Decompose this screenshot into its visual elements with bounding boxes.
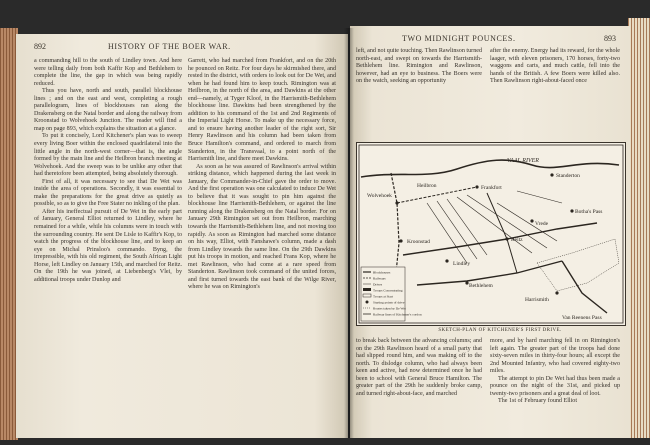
map-caption: SKETCH-PLAN OF KITCHENER'S FIRST DRIVE. bbox=[438, 328, 562, 333]
right-page-edges bbox=[628, 18, 650, 438]
paragraph: after the enemy. Energy had its reward, for the whole laager, with eleven prisoners, 170 horses, forty-two waggons and carts, and much cattle, fell into the hands of the British. A few Boers were killed also. Then Rawlinson right-about-faced once bbox=[490, 48, 620, 85]
river-label: VAAL RIVER bbox=[507, 158, 539, 164]
place-standerton: Standerton bbox=[556, 173, 580, 179]
place-lindley: Lindley bbox=[453, 261, 471, 267]
left-folio: 892 bbox=[34, 42, 46, 51]
place-heilbron: Heilbron bbox=[417, 183, 437, 189]
paragraph: Garrett, who had marched from Frankfort, and on the 20th he pounced on Reitz. For four days he skirmished there, and rested in the district, with orders to look out for De Wet, and when he had found him to keep touch. Rimington was at Heilbron, in the north of the area, and Dawkins at the other end—namely, at Tyger Kloof, in the Harrismith-Bethlehem blockhouse line. Dawkins had been strengthened by the addition to his command of the 1st and 2nd Regiments of the Imperial Light Horse. To make up the necessary force, and to ensure having another leader of the right sort, Sir Henry Rawlinson and his column had been taken from Bruce Hamilton's command, and ordered to march from Standerton, in the Transvaal, to a point north of the Harrismith line, and there meet Dawkins. bbox=[188, 58, 336, 163]
sketch-map bbox=[356, 142, 626, 326]
left-running-head: HISTORY OF THE BOER WAR. bbox=[108, 42, 231, 51]
paragraph: As soon as he was assured of Rawlinson's arrival within striking distance, which happened during the last week in January, the Commander-in-Chief gave the order to move. And the first operation was one calculated to induce De Wet to believe that it was sought to pin him against the blockhouse line Harrismith-Bethlehem, or against the line running along the Drakensberg on the Natal border. For on January 29th Rimington set out from Heilbron, marching towards the Harrismith-Bethlehem line, and not moving too rapidly. As soon as Rimington had marched some distance on his way, Elliot, with Fanshawe's column, made a dash from Lindley towards the same line. On the 29th Dawkins put his troops in motion, and reached Frans Kop, where he met Rawlinson, who had come at a rare speed from Standerton. Rawlinson took command of the united forces, and first turned towards the east bank of the Wilge River, where he was on Rimington's bbox=[188, 163, 336, 291]
legend-item: Starting points of drive bbox=[373, 300, 405, 305]
right-bottom-column-2 bbox=[490, 338, 620, 406]
paragraph: Thus you have, north and south, parallel blockhouse lines ; and on the east and west, completing a rough parallelogram, lines of blockhouses ran along the Drakensberg on the Natal border and along the railway from Kroonstad to Wolvehoek Junction. The reader will find a map on page 893, which explains the situation at a glance. bbox=[34, 88, 182, 132]
paragraph: to break back between the advancing columns; and on the 29th Rawlinson heard of a small party that had slipped round him, and was making off to the north. To dislodge column, who had always been keen and active, had now determined once he had been to school with General Bruce Hamilton. The greater part of the 29th he suddenly broke camp, and turned right-about-face, and marched bbox=[356, 338, 482, 397]
place-wolvehoek: Wolvehoek bbox=[367, 193, 392, 199]
right-running-head: TWO MIDNIGHT POUNCES. bbox=[402, 34, 516, 43]
place-kroonstad: Kroonstad bbox=[407, 239, 430, 245]
legend-item: Drives bbox=[373, 282, 383, 287]
paragraph: a commanding hill to the south of Lindley town. And here were telling daily from both Kaffir Kop and Bethlehem to complete the line, the gap in which was being rapidly reduced. bbox=[34, 58, 182, 87]
left-column-1 bbox=[34, 58, 182, 284]
place-harrismith: Harrismith bbox=[525, 297, 549, 303]
paragraph: left, and not quite touching. Then Rawlinson turned north-east, and swept on towards the Harrismith-Bethlehem line. Rimington and Rawlinson, however, had an eye to business. The Boers were on the watch, seeking an opportunity bbox=[356, 48, 482, 85]
paragraph: To put it concisely, Lord Kitchener's plan was to sweep every living Boer within the enclosed quadrilateral into the little angle in the north-west corner—that is, the angle formed by the main line and the Heilbron branch meeting at Wolvehoek. And the sweep was to be unlike any other that had theretofore been attempted, being absolutely thorough. bbox=[34, 133, 182, 178]
place-frankfort: Frankfort bbox=[481, 185, 502, 191]
left-column-2 bbox=[188, 58, 336, 292]
map-drawing bbox=[357, 143, 625, 325]
place-botha: Botha's Pass bbox=[575, 209, 603, 215]
legend-item: Railways bbox=[373, 276, 386, 281]
legend-item: Troops Concentrating bbox=[373, 288, 403, 293]
right-bottom-column-1 bbox=[356, 338, 482, 398]
book-gutter bbox=[344, 28, 354, 438]
place-vrede: Vrede bbox=[535, 221, 549, 227]
legend-item: Blockhouses bbox=[373, 270, 391, 275]
right-top-column-1 bbox=[356, 48, 482, 86]
paragraph: The 1st of February found Elliot bbox=[498, 398, 578, 405]
place-van-reenens: Van Reenens Pass bbox=[562, 315, 602, 321]
paragraph: First of all, it was necessary to see that De Wet was inside the area of operations. Secondly, it was essential to make the preparations for the great drive as quietly as possible, so as to give the Free Stater no inkling of the plan. bbox=[34, 178, 182, 208]
place-reitz: Reitz bbox=[511, 237, 523, 243]
paragraph: After his ineffectual pursuit of De Wet in the early part of January, General Elliot returned to Lindley, where he remained for a while, while his columns were in touch with the surrounding country. He sent De Lisle to Kaffir's Kop, to watch the progress of the blockhouse line, and to keep an eye on Michal Prinsloo's commando. Byng, the irrepressible, with his old regiment, the South African Light Horse, left Lindley on January 15th, and marched for Reitz. On the 19th he was joined, at Liebenberg's Vlei, by additional troops under Dunlop and bbox=[34, 208, 182, 283]
right-page bbox=[350, 26, 630, 438]
place-bethlehem: Bethlehem bbox=[469, 283, 493, 289]
right-folio: 893 bbox=[604, 34, 616, 43]
legend-item: Routes taken by De Wet bbox=[373, 306, 406, 311]
legend-item: Troops at Start bbox=[373, 294, 394, 299]
right-top-column-2 bbox=[490, 48, 620, 86]
paragraph: more, and by hard marching fell in on Rimington's left again. The greater part of the troops had done sixty-seven miles in thirty-four hours; all except the 2nd Mounted Infantry, who had covered eighty-two miles. bbox=[490, 338, 620, 375]
paragraph: The attempt to pin De Wet had thus been made a pounce on the night of the 31st, and picked up twenty-two prisoners and a great deal of loot. bbox=[490, 375, 620, 397]
left-page bbox=[16, 34, 348, 438]
legend-item: Railway lines of Kitchener's cordon bbox=[373, 312, 422, 317]
